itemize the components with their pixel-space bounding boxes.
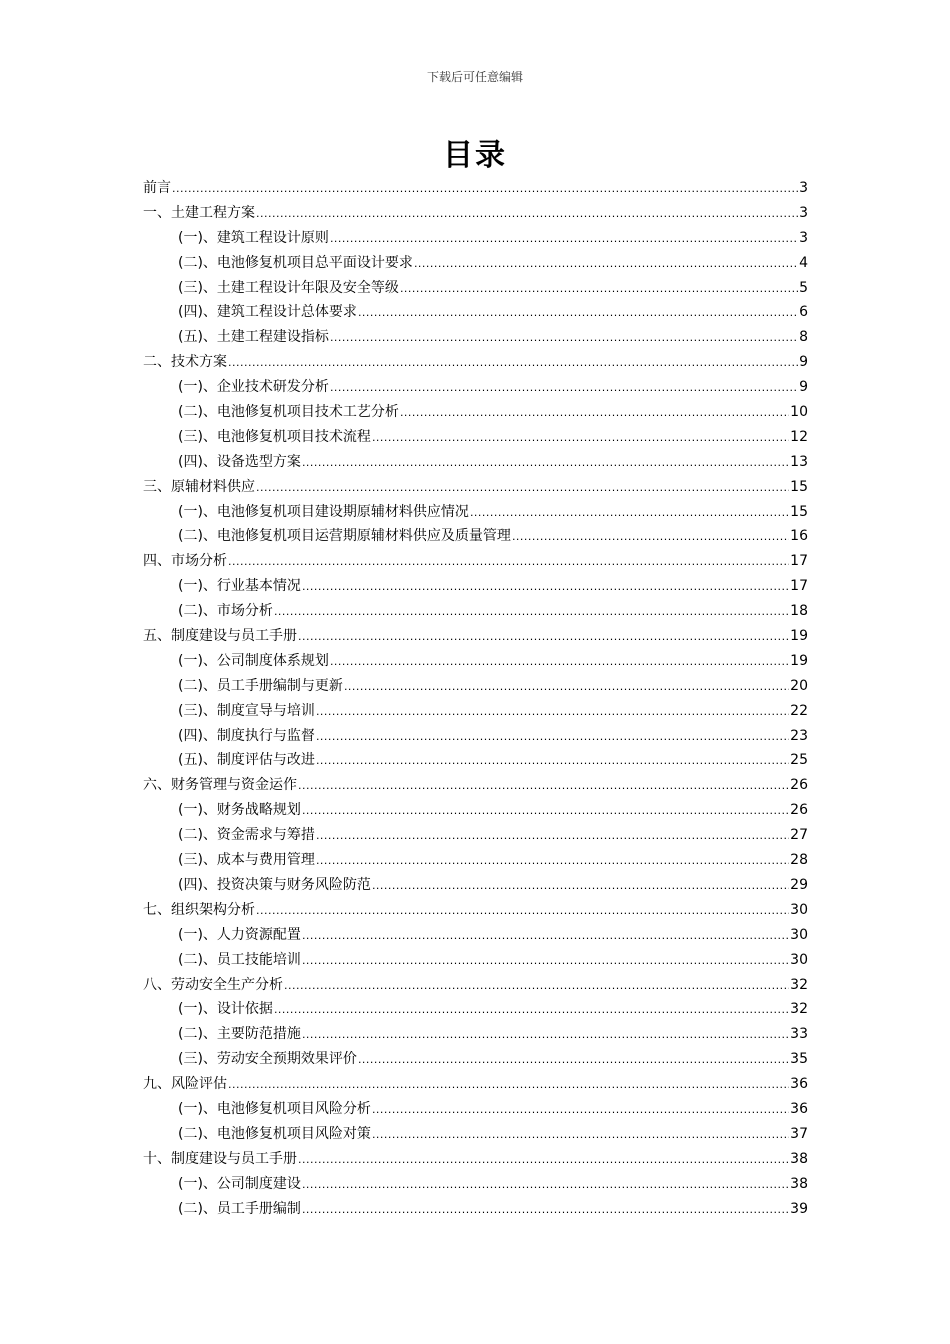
toc-entry-title: 一、土建工程方案 [143,204,255,221]
toc-entry-title: (二)、员工技能培训 [178,951,301,968]
toc-page-number: 25 [790,752,808,769]
toc-entry-title: 四、市场分析 [143,553,227,570]
toc-chapter-entry[interactable] [143,176,808,201]
toc-page-number: 33 [790,1026,808,1043]
toc-section-entry[interactable] [143,724,808,749]
dot-leader [256,899,789,924]
toc-page-number: 8 [799,329,808,346]
toc-page-number: 3 [799,229,808,246]
dot-leader [316,725,789,750]
toc-page-number: 9 [799,354,808,371]
toc-entry-title: (一)、电池修复机项目风险分析 [178,1100,371,1117]
dot-leader [316,749,789,774]
toc-page-number: 22 [790,702,808,719]
toc-entry-title: 三、原辅材料供应 [143,478,255,495]
toc-page-number: 16 [790,528,808,545]
toc-page-number: 15 [790,503,808,520]
toc-section-entry[interactable] [143,1122,808,1147]
toc-section-entry[interactable] [143,500,808,525]
dot-leader [372,874,789,899]
toc-entry-title: 五、制度建设与员工手册 [143,628,297,645]
toc-chapter-entry[interactable] [143,201,808,226]
toc-page-number: 29 [790,876,808,893]
toc-entry-title: 前言 [143,180,171,196]
toc-section-entry[interactable] [143,325,808,350]
toc-chapter-entry[interactable] [143,350,808,375]
toc-entry-title: (一)、公司制度体系规划 [178,652,329,669]
dot-leader [400,277,798,302]
toc-entry-title: 八、劳动安全生产分析 [143,976,283,993]
dot-leader [330,376,798,401]
toc-page-number: 26 [790,802,808,819]
toc-section-entry[interactable] [143,748,808,773]
toc-page-number: 23 [790,727,808,744]
toc-section-entry[interactable] [143,948,808,973]
page-header-note: 下载后可任意编辑 [426,70,523,84]
toc-entry-title: (一)、设计依据 [178,1001,273,1018]
dot-leader [284,974,789,999]
toc-entry-title: (三)、制度宣导与培训 [178,702,315,719]
toc-page-number: 13 [790,453,808,470]
toc-page-number: 6 [799,304,808,321]
toc-entry-title: (一)、建筑工程设计原则 [178,229,329,246]
toc-section-entry[interactable] [143,823,808,848]
toc-chapter-entry[interactable] [143,898,808,923]
toc-entry-title: 六、财务管理与资金运作 [143,777,297,794]
toc-page-number: 3 [799,204,808,221]
toc-entry-title: 七、组织架构分析 [143,901,255,918]
dot-leader [414,252,798,277]
toc-section-entry[interactable] [143,450,808,475]
toc-chapter-entry[interactable] [143,773,808,798]
toc-page-number: 19 [790,652,808,669]
toc-page-number: 3 [799,180,808,196]
toc-entry-title: (二)、员工手册编制与更新 [178,677,343,694]
dot-leader [302,1198,789,1223]
dot-leader [358,301,798,326]
toc-page-number: 30 [790,951,808,968]
toc-entry-title: (三)、土建工程设计年限及安全等级 [178,279,399,296]
toc-chapter-entry[interactable] [143,1147,808,1172]
toc-page-number: 35 [790,1051,808,1068]
toc-section-entry[interactable] [143,300,808,325]
toc-page-number: 5 [799,279,808,296]
dot-leader [358,1048,789,1073]
toc-page-number: 17 [790,553,808,570]
dot-leader [256,476,789,501]
dot-leader [302,924,789,949]
toc-entry-title: (五)、土建工程建设指标 [178,329,329,346]
toc-entry-title: (二)、电池修复机项目风险对策 [178,1125,371,1142]
toc-entry-title: (一)、财务战略规划 [178,802,301,819]
toc-page-number: 38 [790,1150,808,1167]
toc-section-entry[interactable] [143,923,808,948]
dot-leader [298,1148,789,1173]
dot-leader [302,451,789,476]
toc-section-entry[interactable] [143,425,808,450]
dot-leader [400,401,789,426]
toc-entry-title: (三)、成本与费用管理 [178,852,315,869]
toc-page-number: 28 [790,852,808,869]
dot-leader [372,426,789,451]
dot-leader [344,675,789,700]
toc-section-entry[interactable] [143,276,808,301]
toc-page-number: 32 [790,1001,808,1018]
toc-page-number: 27 [790,827,808,844]
toc-section-entry[interactable] [143,873,808,898]
toc-page-number: 38 [790,1175,808,1192]
toc-section-entry[interactable] [143,574,808,599]
toc-page-number: 30 [790,926,808,943]
toc-section-entry[interactable] [143,1097,808,1122]
toc-page-number: 4 [799,254,808,271]
toc-entry-title: 二、技术方案 [143,354,227,371]
dot-leader [372,1098,789,1123]
toc-chapter-entry[interactable] [143,1072,808,1097]
dot-leader [256,202,798,227]
toc-section-entry[interactable] [143,997,808,1022]
dot-leader [228,1073,789,1098]
toc-chapter-entry[interactable] [143,973,808,998]
toc-page-number: 36 [790,1076,808,1093]
toc-page-number: 39 [790,1200,808,1217]
dot-leader [330,650,789,675]
dot-leader [330,227,798,252]
toc-entry-title: (三)、电池修复机项目技术流程 [178,428,371,445]
dot-leader [274,600,789,625]
toc-entry-title: (一)、人力资源配置 [178,926,301,943]
toc-section-entry[interactable] [143,251,808,276]
toc-section-entry[interactable] [143,798,808,823]
toc-section-entry[interactable] [143,599,808,624]
toc-entry-title: 十、制度建设与员工手册 [143,1150,297,1167]
toc-section-entry[interactable] [143,848,808,873]
dot-leader [302,575,789,600]
toc-page-number: 18 [790,603,808,620]
toc-entry-title: (二)、电池修复机项目技术工艺分析 [178,404,399,421]
toc-page-number: 30 [790,901,808,918]
toc-section-entry[interactable] [143,1172,808,1197]
toc-entry-title: (一)、电池修复机项目建设期原辅材料供应情况 [178,503,469,520]
toc-section-entry[interactable] [143,524,808,549]
toc-entry-title: (三)、劳动安全预期效果评价 [178,1051,357,1068]
toc-entry-title: (二)、电池修复机项目运营期原辅材料供应及质量管理 [178,528,511,545]
toc-chapter-entry[interactable] [143,475,808,500]
dot-leader [274,998,789,1023]
toc-section-entry[interactable] [143,400,808,425]
toc-section-entry[interactable] [143,674,808,699]
toc-page-number: 12 [790,428,808,445]
dot-leader [316,849,789,874]
toc-entry-title: (四)、投资决策与财务风险防范 [178,876,371,893]
dot-leader [302,949,789,974]
toc-page-number: 32 [790,976,808,993]
toc-page-number: 20 [790,677,808,694]
dot-leader [470,501,789,526]
toc-page-number: 9 [799,379,808,396]
toc-chapter-entry[interactable] [143,549,808,574]
toc-entry-title: (二)、市场分析 [178,603,273,620]
toc-entry-title: (二)、资金需求与筹措 [178,827,315,844]
dot-leader [330,326,798,351]
toc-section-entry[interactable] [143,1197,808,1222]
toc-entry-title: (一)、公司制度建设 [178,1175,301,1192]
toc-section-entry[interactable] [143,226,808,251]
toc-section-entry[interactable] [143,1022,808,1047]
toc-entry-title: (四)、制度执行与监督 [178,727,315,744]
dot-leader [372,1123,789,1148]
toc-section-entry[interactable] [143,699,808,724]
toc-entry-title: (二)、员工手册编制 [178,1200,301,1217]
toc-page-number: 10 [790,404,808,421]
toc-page-number: 37 [790,1125,808,1142]
toc-page-number: 26 [790,777,808,794]
dot-leader [228,351,798,376]
dot-leader [316,700,789,725]
dot-leader [298,625,789,650]
toc-chapter-entry[interactable] [143,624,808,649]
dot-leader [302,1173,789,1198]
toc-entry-title: 九、风险评估 [143,1076,227,1093]
toc-section-entry[interactable] [143,649,808,674]
dot-leader [316,824,789,849]
dot-leader [302,799,789,824]
toc-section-entry[interactable] [143,375,808,400]
toc-page-number: 17 [790,578,808,595]
dot-leader [298,774,789,799]
toc-entry-title: (二)、电池修复机项目总平面设计要求 [178,254,413,271]
table-of-contents [143,176,808,1221]
toc-entry-title: (五)、制度评估与改进 [178,752,315,769]
dot-leader [228,550,789,575]
toc-entry-title: (一)、行业基本情况 [178,578,301,595]
toc-section-entry[interactable] [143,1047,808,1072]
dot-leader [172,177,798,202]
toc-page-number: 36 [790,1100,808,1117]
toc-page-number: 15 [790,478,808,495]
toc-entry-title: (四)、建筑工程设计总体要求 [178,304,357,321]
dot-leader [302,1023,789,1048]
dot-leader [512,525,789,550]
toc-entry-title: (二)、主要防范措施 [178,1026,301,1043]
toc-page-number: 19 [790,628,808,645]
toc-title: 目录 [443,138,507,173]
toc-entry-title: (四)、设备选型方案 [178,453,301,470]
toc-entry-title: (一)、企业技术研发分析 [178,379,329,396]
